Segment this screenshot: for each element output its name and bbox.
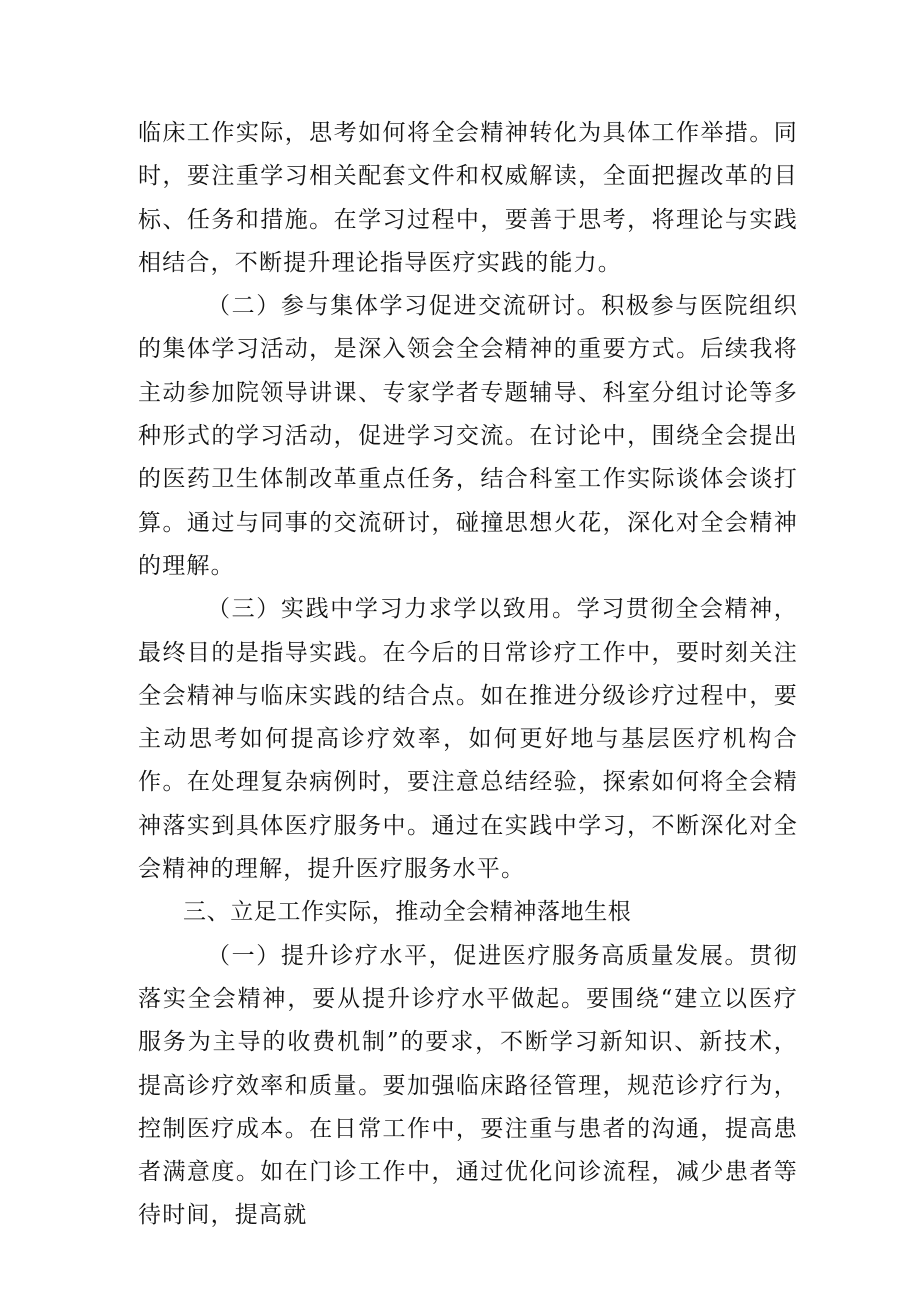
section-heading: 三、立足工作实际，推动全会精神落地生根	[183, 899, 632, 926]
paragraph-collective-study: （二）参与集体学习促进交流研讨。积极参与医院组织的集体学习活动，是深入领会全会精神的重要方式。后续我将主动参加院领导讲课、专家学者专题辅导、科室分组讨论等多种形式的学习活动，促进学习交流。在讨论中，围绕全会提出的医药卫生体制改革重点任务，结合科室工作实际谈体会谈打算。通过与同事的交流研讨，碰撞思想火花，深化对全会精神的理解。	[138, 293, 798, 579]
paragraph-practice-study: （三）实践中学习力求学以致用。学习贯彻全会精神，最终目的是指导实践。在今后的日常诊疗工作中，要时刻关注全会精神与临床实践的结合点。如在推进分级诊疗过程中，要主动思考如何提高诊疗效率，如何更好地与基层医疗机构合作。在处理复杂病例时，要注意总结经验，探索如何将全会精神落实到具体医疗服务中。通过在实践中学习，不断深化对全会精神的理解，提升医疗服务水平。	[138, 596, 798, 883]
paragraph-diagnosis-level: （一）提升诊疗水平，促进医疗服务高质量发展。贯彻落实全会精神，要从提升诊疗水平做起。要围绕“建立以医疗服务为主导的收费机制”的要求，不断学习新知识、新技术，提高诊疗效率和质量。要加强临床路径管理，规范诊疗行为，控制医疗成本。在日常工作中，要注重与患者的沟通，提高患者满意度。如在门诊工作中，通过优化问诊流程，减少患者等待时间，提高就	[138, 942, 798, 1229]
paragraph-continuation: 临床工作实际，思考如何将全会精神转化为具体工作举措。同时，要注重学习相关配套文件和权威解读，全面把握改革的目标、任务和措施。在学习过程中，要善于思考，将理论与实践相结合，不断提升理论指导医疗实践的能力。	[138, 120, 798, 276]
document-body	[138, 112, 798, 1238]
